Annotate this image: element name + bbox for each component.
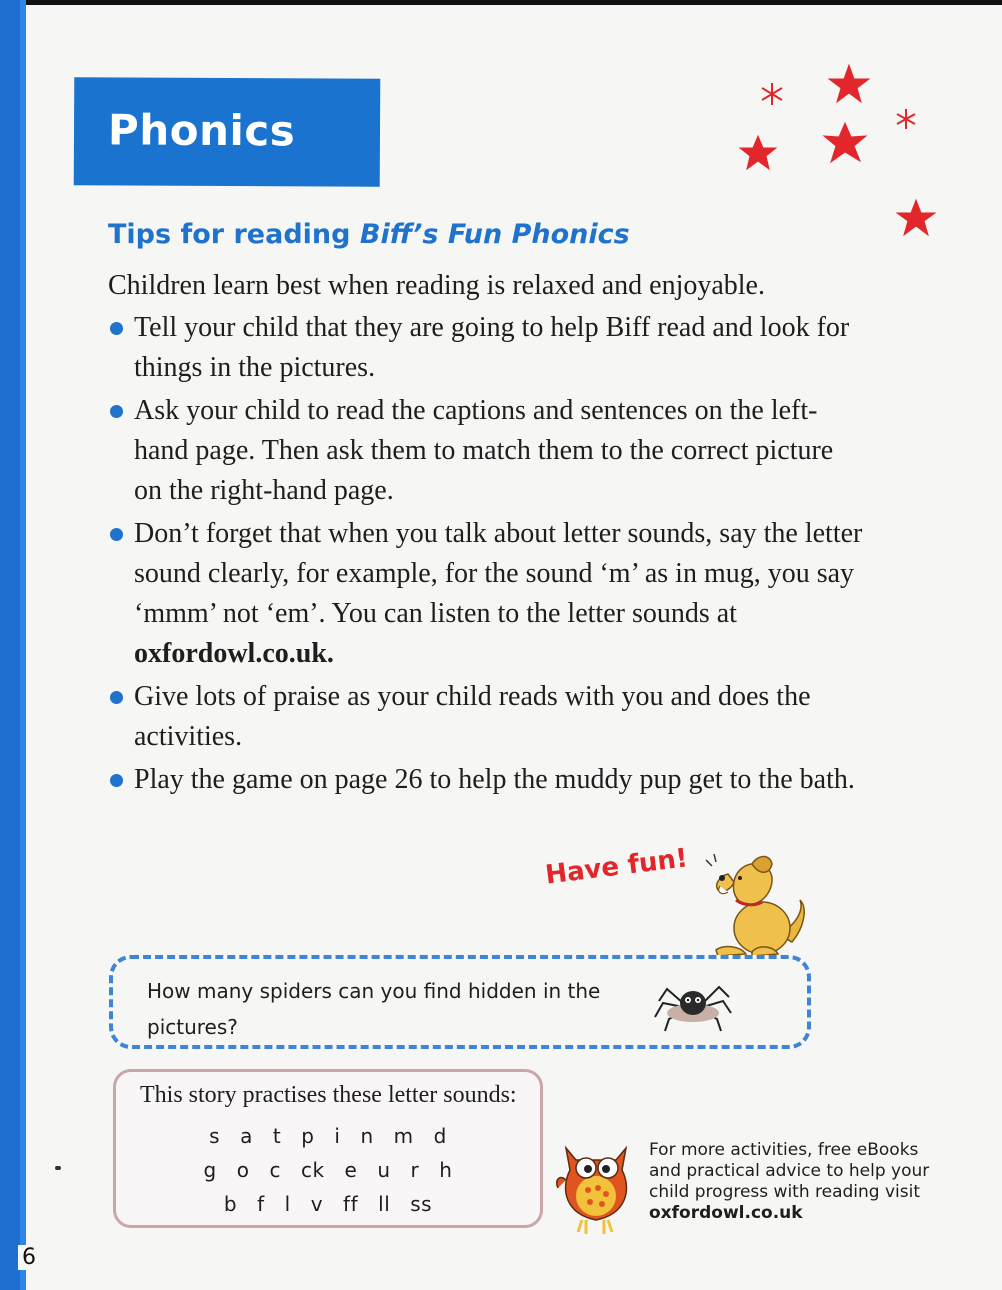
letter-sound: d	[433, 1124, 447, 1148]
letter-sound: ck	[300, 1158, 325, 1182]
letter-sound: n	[360, 1124, 374, 1148]
letter-sound: u	[377, 1158, 391, 1182]
bullet-dot-icon	[110, 322, 123, 335]
asterisk-icon	[762, 83, 782, 105]
letter-sound: i	[334, 1124, 341, 1148]
letter-sound: ff	[343, 1192, 359, 1216]
letter-sound: h	[439, 1158, 453, 1182]
tip-item	[108, 308, 868, 388]
page-number: 6	[18, 1245, 40, 1270]
star-icon	[829, 65, 869, 102]
letter-sound: o	[236, 1158, 250, 1182]
print-speck	[55, 1166, 61, 1170]
letter-sounds-row	[116, 1158, 540, 1182]
letter-sound: p	[301, 1124, 315, 1148]
letter-sound: g	[203, 1158, 217, 1182]
tip-text: Give lots of praise as your child reads with you and does the activities.	[134, 681, 811, 752]
page-top-edge	[0, 0, 1002, 5]
tips-heading-plain: Tips for reading	[108, 219, 360, 250]
tips-heading	[108, 219, 630, 250]
letter-sounds-title: This story practises these letter sounds:	[140, 1082, 517, 1108]
tip-text: Don’t forget that when you talk about letter sounds, say the letter sound clearly, for example, for the sound ‘m’ as in mug, you say ‘mmm’ not ‘em’. You can listen to the letter sounds at	[134, 518, 863, 629]
asterisk-icon	[897, 109, 915, 129]
spider-icon	[653, 973, 733, 1033]
have-fun-callout: Have fun!	[543, 843, 690, 891]
tip-item	[108, 514, 868, 674]
letter-sounds-row	[116, 1124, 540, 1148]
star-icon	[897, 200, 935, 235]
tip-text: Ask your child to read the captions and sentences on the left-hand page. Then ask them to match them to the correct picture on the right-hand page.	[134, 395, 834, 506]
owl-note-text: For more activities, free eBooks and practical advice to help your child progress with reading visit	[649, 1140, 930, 1202]
letter-sound: r	[410, 1158, 420, 1182]
letter-sound: e	[344, 1158, 358, 1182]
page-title: Phonics	[107, 105, 296, 156]
spider-question: How many spiders can you find hidden in the pictures?	[147, 979, 601, 1039]
letter-sound: t	[272, 1124, 282, 1148]
bullet-dot-icon	[110, 691, 123, 704]
tip-item	[108, 760, 868, 800]
letter-sound: l	[284, 1192, 291, 1216]
star-icon	[824, 123, 866, 162]
tip-link-oxfordowl[interactable]: oxfordowl.co.uk.	[134, 638, 334, 669]
letter-sound: s	[209, 1124, 221, 1148]
owl-note-link[interactable]: oxfordowl.co.uk	[649, 1203, 803, 1223]
letter-sound: b	[223, 1192, 238, 1216]
tips-intro: Children learn best when reading is relaxed and enjoyable.	[108, 270, 765, 301]
left-color-strip-highlight	[20, 0, 26, 1290]
bullet-dot-icon	[110, 405, 123, 418]
dog-illustration	[700, 848, 815, 960]
tips-list	[108, 308, 868, 803]
letter-sound: m	[393, 1124, 414, 1148]
letter-sound: v	[310, 1192, 324, 1216]
decorative-stars	[720, 55, 960, 245]
letter-sound: a	[240, 1124, 253, 1148]
star-icon	[740, 136, 776, 169]
tips-heading-book-title: Biff’s Fun Phonics	[359, 219, 630, 250]
bullet-dot-icon	[110, 774, 123, 787]
title-band	[74, 77, 381, 187]
letter-sounds-box	[113, 1069, 543, 1228]
bullet-dot-icon	[110, 528, 123, 541]
owl-icon	[552, 1130, 640, 1236]
tip-item	[108, 391, 868, 511]
owl-note	[649, 1140, 949, 1224]
letter-sound: f	[257, 1192, 265, 1216]
tip-item	[108, 677, 868, 757]
letter-sound: c	[269, 1158, 281, 1182]
letter-sound: ll	[378, 1192, 391, 1216]
spider-challenge-box	[109, 955, 811, 1049]
letter-sound: ss	[410, 1192, 433, 1216]
letter-sounds-row	[116, 1192, 540, 1216]
tip-text: Tell your child that they are going to help Biff read and look for things in the pictures.	[134, 312, 850, 383]
tip-text: Play the game on page 26 to help the muddy pup get to the bath.	[134, 764, 855, 795]
